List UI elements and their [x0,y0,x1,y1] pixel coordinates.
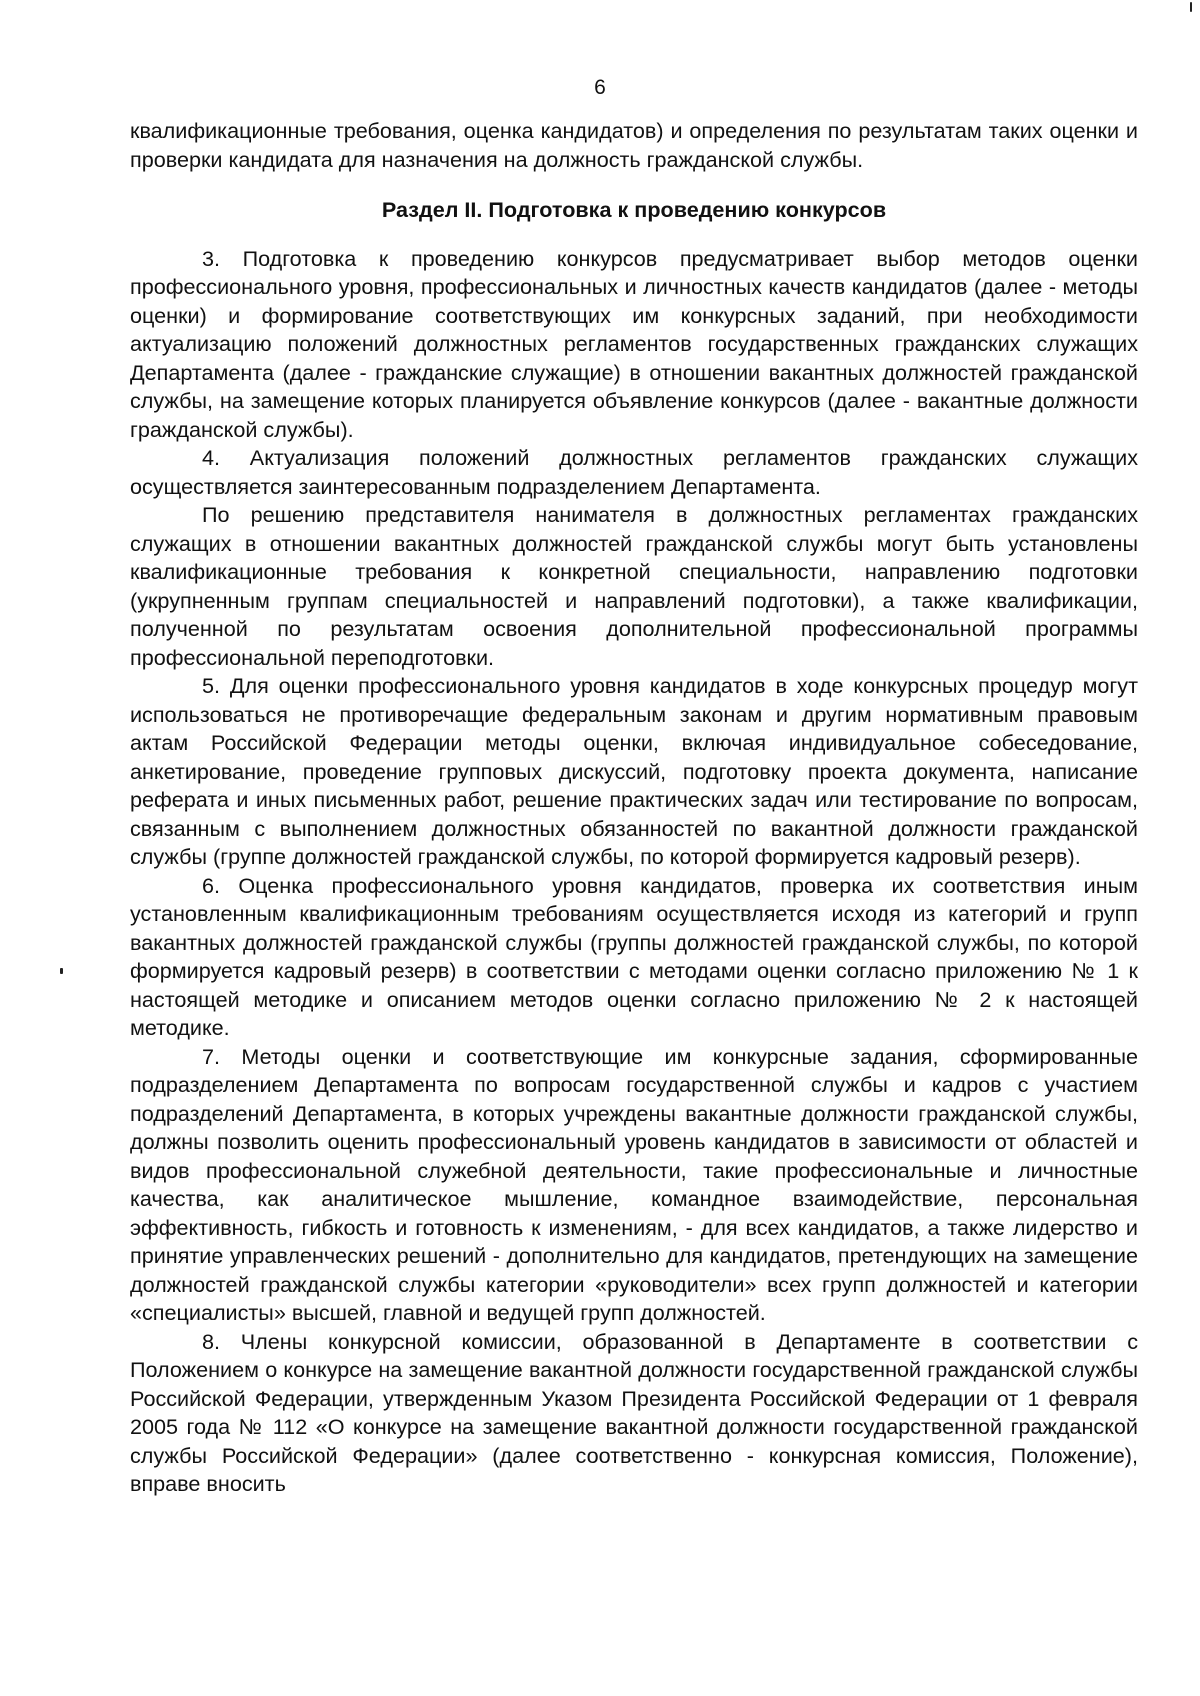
paragraph-6: 6. Оценка профессионального уровня кандидатов, проверка их соответствия иным установленным квалификационным требованиям осуществляется исходя из категорий и групп вакантных должностей гражданской службы (группы должностей гражданской службы, по которой формируется кадровый резерв) в соответствии с методами оценки согласно приложению № 1 к настоящей методике и описанием методов оценки согласно приложению № 2 к настоящей методике. [130,872,1138,1040]
section-heading: Раздел II. Подготовка к проведению конкурсов [381,197,887,222]
scan-speck [1190,2,1192,12]
paragraph-8: 8. Члены конкурсной комиссии, образованной в Департаменте в соответствии с Положением о конкурсе на замещение вакантной должности государственной гражданской службы Российской Федерации, утвержденным Указом Президента Российской Федерации от 1 февраля 2005 года № 112 «О конкурсе на замещение вакантной должности государственной гражданской службы Российской Федерации» (далее соответственно - конкурсная комиссия, Положение), вправе вносить [130,1328,1138,1496]
document-body [130,117,1138,1499]
continuation-paragraph: квалификационные требования, оценка кандидатов) и определения по результатам таких оценки и проверки кандидата для назначения на должность гражданской службы. [130,118,1138,172]
scan-speck [60,968,63,974]
page-number: 6 [594,76,606,99]
paragraph-3: 3. Подготовка к проведению конкурсов предусматривает выбор методов оценки профессионального уровня, профессиональных и личностных качеств кандидатов (далее - методы оценки) и формирование соответствующих им конкурсных заданий, при необходимости актуализацию положений должностных регламентов государственных гражданских служащих Департамента (далее - гражданские служащие) в отношении вакантных должностей гражданской службы, на замещение которых планируется объявление конкурсов (далее - вакантные должности гражданской службы). [130,245,1138,442]
paragraph-4: 4. Актуализация положений должностных регламентов гражданских служащих осуществляется заинтересованным подразделением Департамента. [130,445,1138,499]
paragraph-5: 5. Для оценки профессионального уровня кандидатов в ходе конкурсных процедур могут использоваться не противоречащие федеральным законам и другим нормативным правовым актам Российской Федерации методы оценки, включая индивидуальное собеседование, анкетирование, проведение групповых дискуссий, подготовку проекта документа, написание реферата и иных письменных работ, решение практических задач или тестирование по вопросам, связанным с выполнением должностных обязанностей по вакантной должности гражданской службы (группе должностей гражданской службы, по которой формируется кадровый резерв). [130,673,1138,869]
paragraph-4-continued: По решению представителя нанимателя в должностных регламентах гражданских служащих в отношении вакантных должностей гражданской службы могут быть установлены квалификационные требования к конкретной специальности, направлению подготовки (укрупненным группам специальностей и направлений подготовки), а также квалификации, полученной по результатам освоения дополнительной профессиональной программы профессиональной переподготовки. [130,502,1138,670]
paragraph-7: 7. Методы оценки и соответствующие им конкурсные задания, сформированные подразделением Департамента по вопросам государственной службы и кадров с участием подразделений Департамента, в которых учреждены вакантные должности гражданской службы, должны позволить оценить профессиональный уровень кандидатов в зависимости от областей и видов профессиональной служебной деятельности, такие профессиональные и личностные качества, как аналитическое мышление, командное взаимодействие, персональная эффективность, гибкость и готовность к изменениям, - для всех кандидатов, а также лидерство и принятие управленческих решений - дополнительно для кандидатов, претендующих на замещение должностей гражданской службы категории «руководители» всех групп должностей и категории «специалисты» высшей, главной и ведущей групп должностей. [130,1043,1138,1325]
